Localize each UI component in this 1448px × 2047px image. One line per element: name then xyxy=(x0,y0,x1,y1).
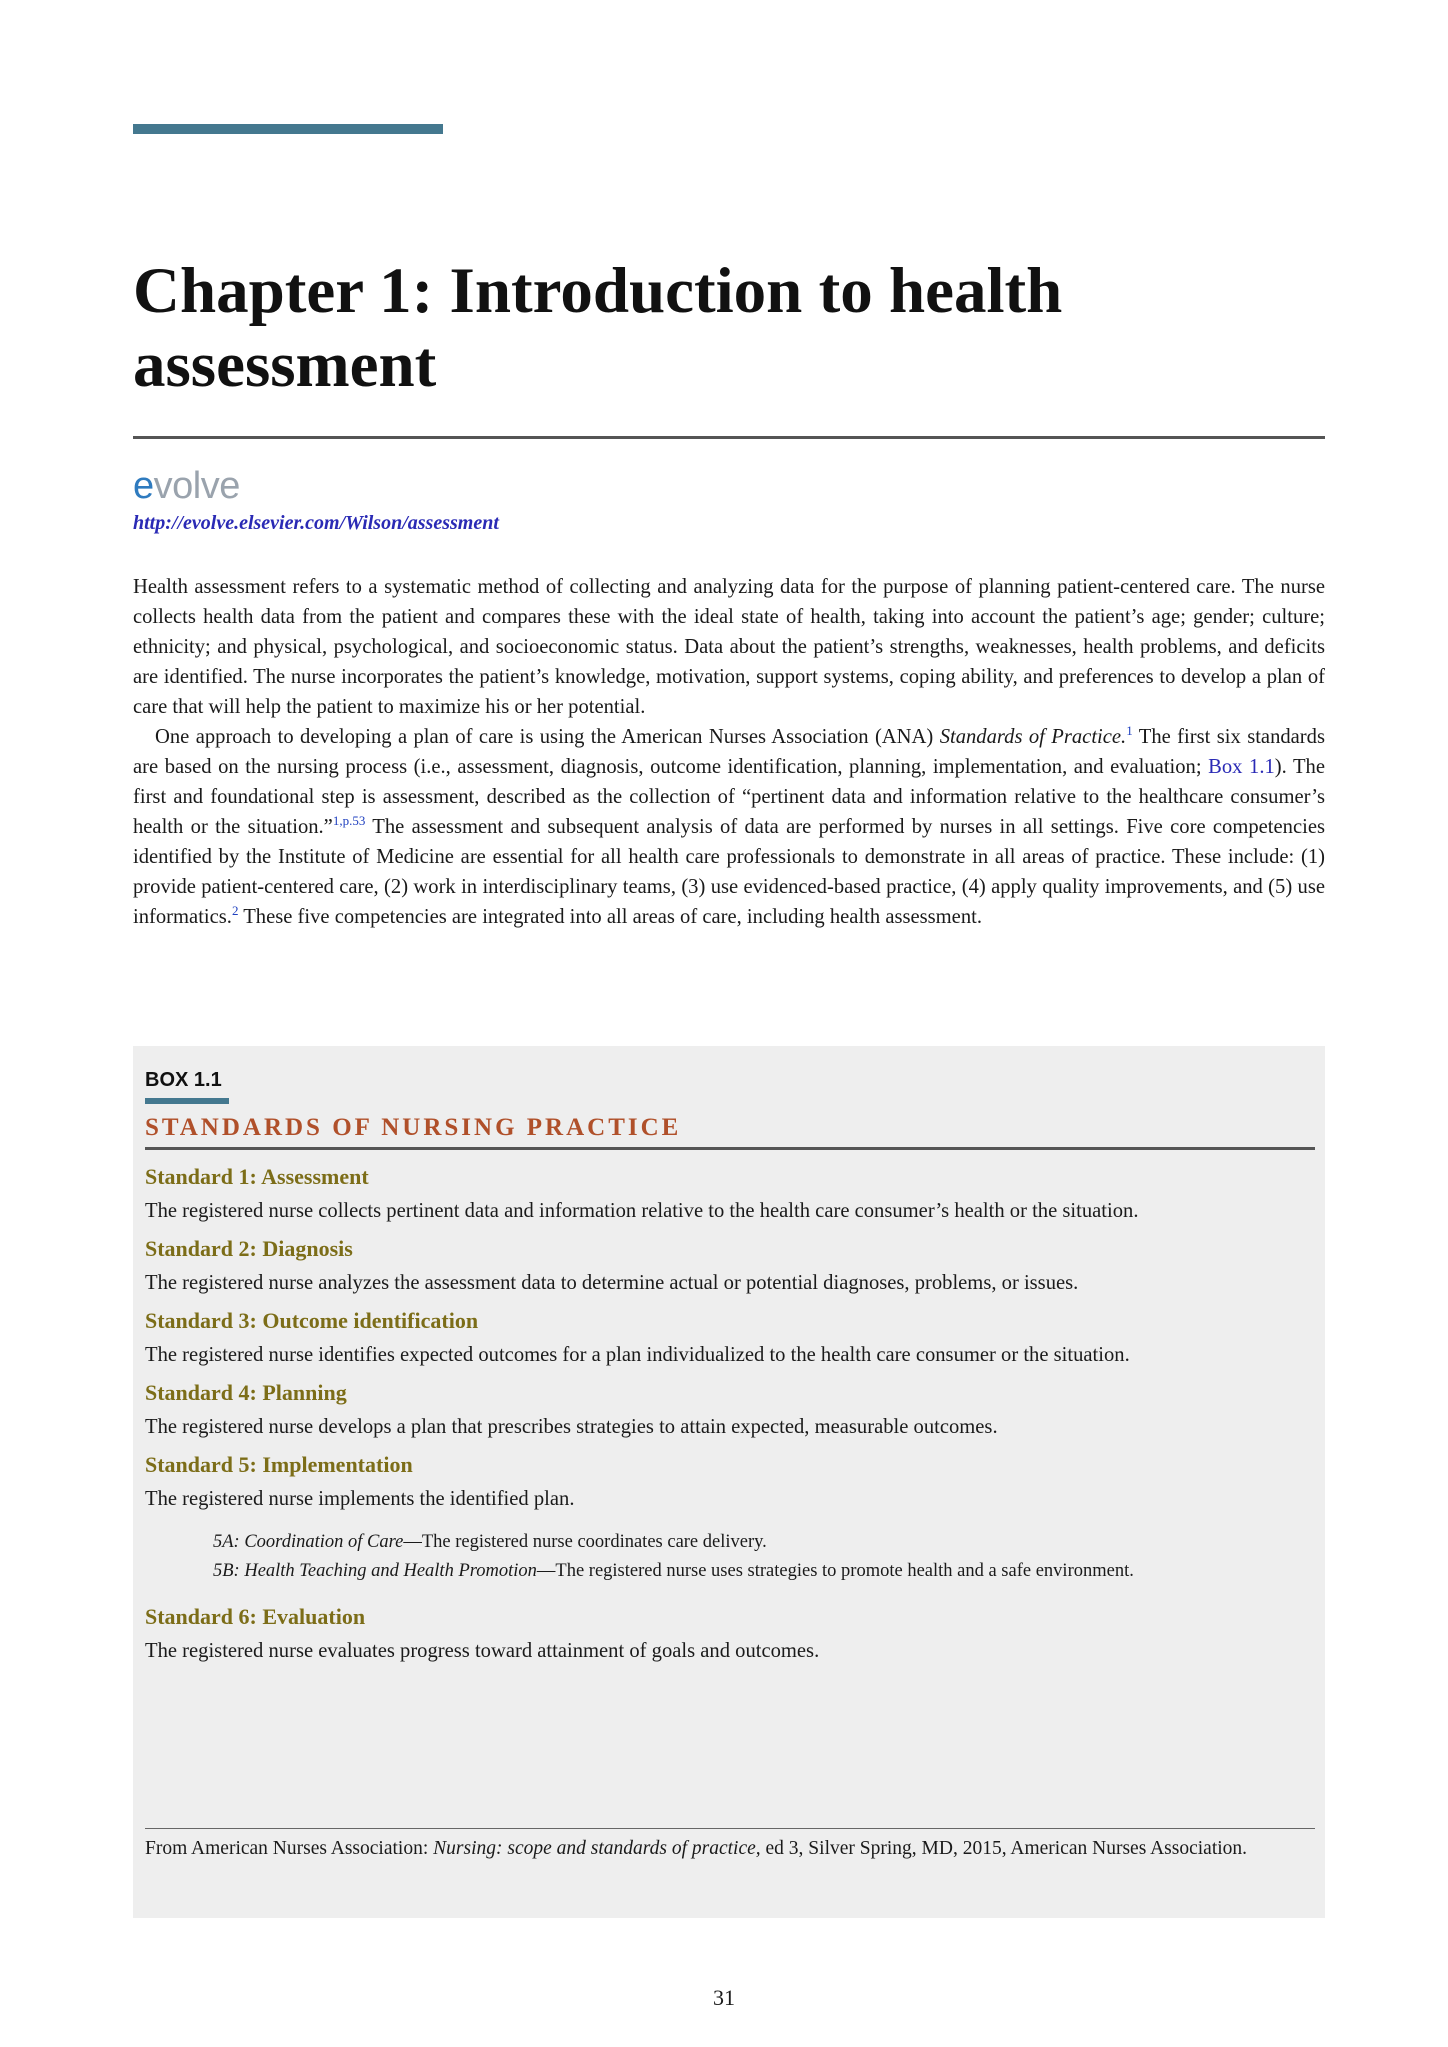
evolve-logo xyxy=(133,464,240,508)
p2-italic-standards: Standards of Practice. xyxy=(939,726,1127,748)
evolve-logo-rest: volve xyxy=(153,465,240,507)
standard-description: The registered nurse analyzes the assessment data to determine actual or potential diagnoses, problems, or issues. xyxy=(145,1272,1079,1294)
title-divider xyxy=(133,436,1325,439)
standard-title: Standard 6: Evaluation xyxy=(145,1604,366,1629)
box-source-divider xyxy=(145,1828,1315,1829)
body-text xyxy=(133,572,1325,932)
source-text-a: From American Nurses Association: xyxy=(145,1838,434,1859)
sub-item-5a xyxy=(213,1528,1313,1557)
citation-1[interactable]: 1 xyxy=(1126,723,1133,739)
sub-item-5b xyxy=(213,1557,1313,1586)
standard-description: The registered nurse implements the identified plan. xyxy=(145,1488,575,1510)
citation-2[interactable]: 2 xyxy=(231,903,239,919)
standard-6 xyxy=(145,1598,1313,1670)
p2-text-b: The first six standards are based on the nursing process (i.e., assessment, diagnosis, outcome identification, planning, implementation, and evaluation; xyxy=(133,726,1325,778)
standard-title: Standard 3: Outcome identification xyxy=(145,1308,479,1333)
body-paragraph-1: Health assessment refers to a systematic method of collecting and analyzing data for the purpose of planning patient-centered care. The nurse collects health data from the patient and compares these with the ideal state of health, taking into account the patient’s age; gender; culture; ethnicity; and physical, psychological, and socioeconomic status. Data about the patient’s strengths, weaknesses, health problems, and deficits are identified. The nurse incorporates the patient’s knowledge, motivation, support systems, coping ability, and preferences to develop a plan of care that will help the patient to maximize his or her potential. xyxy=(133,576,1325,718)
box-1-1-link[interactable]: Box 1.1 xyxy=(1208,756,1275,778)
source-text-b: ed 3, Silver Spring, MD, 2015, American Nurses Association. xyxy=(760,1838,1248,1859)
standard-5-sub-list xyxy=(145,1518,1313,1598)
page-number: 31 xyxy=(713,1985,735,2010)
citation-1-p53[interactable]: 1,p.53 xyxy=(332,813,366,829)
chapter-title: Chapter 1: Introduction to health assessment xyxy=(133,255,1063,401)
sub-item-label: 5B: Health Teaching and Health Promotion xyxy=(213,1561,537,1581)
standard-description: The registered nurse evaluates progress toward attainment of goals and outcomes. xyxy=(145,1640,820,1662)
standard-title: Standard 1: Assessment xyxy=(145,1164,369,1189)
sub-item-text: —The registered nurse uses strategies to promote health and a safe environment. xyxy=(536,1561,1134,1581)
standard-description: The registered nurse identifies expected outcomes for a plan individualized to the health care consumer or the situation. xyxy=(145,1344,1130,1366)
standard-5 xyxy=(145,1446,1313,1598)
evolve-logo-e: e xyxy=(133,465,154,507)
box-title-divider xyxy=(145,1147,1315,1150)
p2-text-e: These five competencies are integrated into all areas of care, including health assessment. xyxy=(238,906,982,928)
standard-description: The registered nurse develops a plan that prescribes strategies to attain expected, measurable outcomes. xyxy=(145,1416,998,1438)
standard-title: Standard 5: Implementation xyxy=(145,1452,413,1477)
sub-item-label: 5A: Coordination of Care xyxy=(213,1532,404,1552)
p2-text-a: One approach to developing a plan of care is using the American Nurses Association (ANA) xyxy=(155,726,940,748)
standard-3 xyxy=(145,1302,1313,1374)
p2-text-c: ). The first and foundational step is assessment, described as the collection of “pertinent data and information relative to the healthcare consumer’s health or the situation.” xyxy=(133,756,1325,838)
standard-1 xyxy=(145,1158,1313,1230)
chapter-accent-bar xyxy=(133,124,443,134)
source-italic-title: Nursing: scope and standards of practice, xyxy=(433,1838,761,1859)
standard-title: Standard 2: Diagnosis xyxy=(145,1236,353,1261)
p2-text-d: The assessment and subsequent analysis of data are performed by nurses in all settings. Five core competencies identified by the Institute of Medicine are essential for all health care professionals to demonstrate in all areas of practice. These include: (1) provide patient-centered care, (2) work in interdisciplinary teams, (3) use evidenced-based practice, (4) apply quality improvements, and (5) use informatics. xyxy=(133,816,1325,928)
standard-4 xyxy=(145,1374,1313,1446)
standards-list xyxy=(145,1158,1313,1670)
sub-item-text: —The registered nurse coordinates care delivery. xyxy=(403,1532,767,1552)
body-paragraph-2 xyxy=(133,722,1325,932)
box-title: STANDARDS OF NURSING PRACTICE xyxy=(145,1114,682,1141)
standard-title: Standard 4: Planning xyxy=(145,1380,347,1405)
standard-2 xyxy=(145,1230,1313,1302)
standard-description: The registered nurse collects pertinent data and information relative to the health care consumer’s health or the situation. xyxy=(145,1200,1139,1222)
box-1-1 xyxy=(133,1046,1325,1918)
box-label: BOX 1.1 xyxy=(145,1069,222,1091)
box-label-bar xyxy=(145,1098,229,1104)
evolve-url-link[interactable]: http://evolve.elsevier.com/Wilson/assessment xyxy=(133,512,499,534)
box-source-note xyxy=(145,1834,1305,1864)
